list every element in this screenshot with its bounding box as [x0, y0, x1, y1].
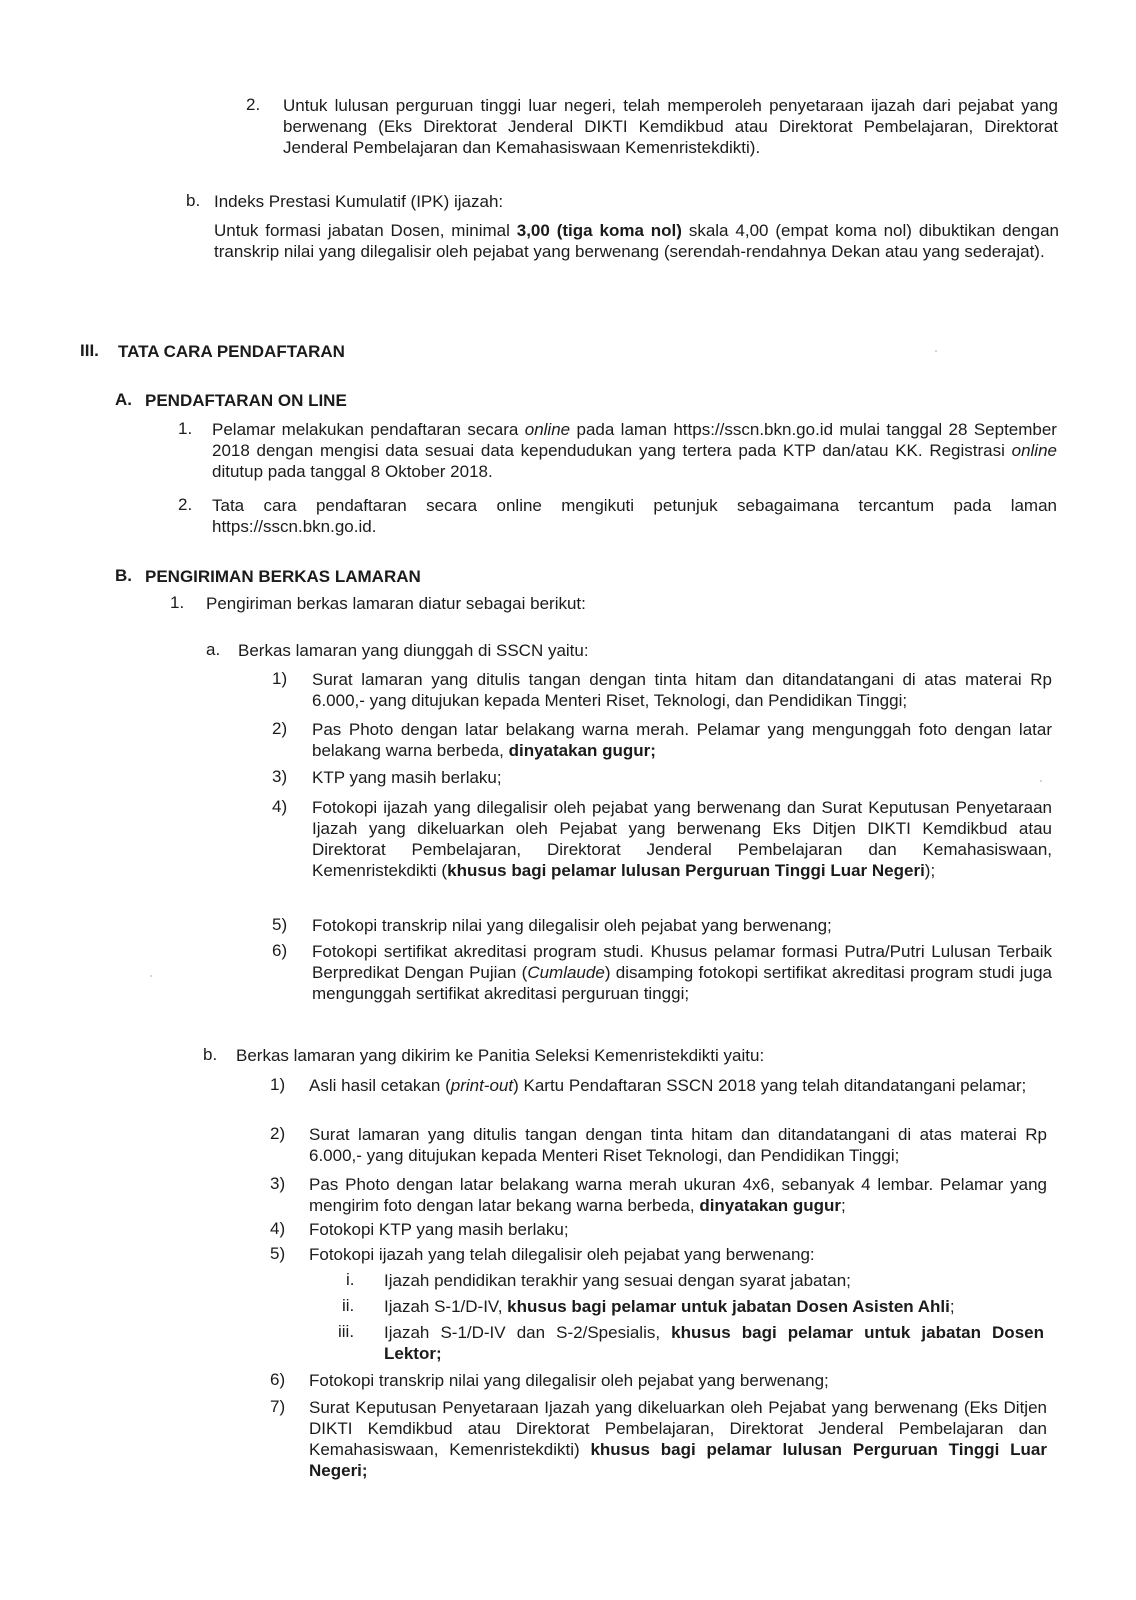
list-marker: 2.	[246, 95, 261, 114]
sub-b-item-5: Fotokopi ijazah yang telah dilegalisir oleh pejabat yang berwenang:	[309, 1245, 815, 1264]
list-marker: 1.	[178, 419, 193, 438]
text-segment: Asli hasil cetakan (	[309, 1076, 451, 1095]
list-marker: iii.	[338, 1322, 355, 1341]
text-segment: ditutup pada tanggal 8 Oktober 2018.	[212, 462, 493, 481]
text-segment: Fotokopi sertifikat akreditasi program studi. Khusus pelamar formasi Putra/Putri Lulusan Terbaik Berpredikat Dengan Pujian (	[312, 942, 1052, 982]
sub-b-title: Berkas lamaran yang dikirim ke Panitia Seleksi Kemenristekdikti yaitu:	[236, 1046, 765, 1065]
ipk-title: Indeks Prestasi Kumulatif (IPK) ijazah:	[214, 192, 504, 211]
list-marker: 6)	[272, 941, 288, 960]
text-bold: khusus bagi pelamar lulusan Perguruan Tinggi Luar Negeri;	[309, 1440, 1048, 1480]
text-bold: khusus bagi pelamar untuk jabatan Dosen Lektor;	[384, 1323, 1044, 1363]
top-item-2-text: Untuk lulusan perguruan tinggi luar negeri, telah memperoleh penyetaraan ijazah dari pejabat yang berwenang (Eks Direktorat Jenderal DIKTI Kemdikbud atau Direktorat Pembelajaran, Direktorat Jenderal Pembelajaran dan Kemahasiswaan Kemenristekdikti).	[283, 96, 1058, 157]
text-segment: );	[924, 861, 936, 880]
list-marker: b.	[203, 1045, 218, 1064]
text-segment: Pelamar melakukan pendaftaran secara	[212, 420, 525, 439]
list-marker: 5)	[272, 915, 288, 934]
section-title: TATA CARA PENDAFTARAN	[118, 342, 345, 361]
text-segment: Pas Photo dengan latar belakang warna merah. Pelamar yang mengunggah foto dengan latar belakang warna berbeda,	[312, 720, 1052, 760]
ipk-text-pre: Untuk formasi jabatan Dosen, minimal	[214, 221, 517, 240]
list-marker: 2)	[272, 719, 288, 738]
text-segment: ) Kartu Pendaftaran SSCN 2018 yang telah ditandatangani pelamar;	[513, 1076, 1027, 1095]
list-marker: 2)	[270, 1124, 286, 1143]
part-a-item-1	[212, 419, 1057, 482]
text-segment: Fotokopi ijazah yang dilegalisir oleh pejabat yang berwenang dan Surat Keputusan Penyetaraan Ijazah yang dikeluarkan oleh Pejabat yang berwenang Eks Ditjen DIKTI Kemdikbud atau Direktorat Pembelajaran, Direktorat Jenderal Pembelajaran dan Kemahasiswaan, Kemenristekdikti (	[312, 798, 1052, 880]
list-marker: a.	[206, 640, 221, 659]
sub-b-item-3	[309, 1174, 1047, 1216]
list-marker: 1.	[170, 593, 185, 612]
scan-speck	[935, 350, 937, 352]
part-a-item-2: Tata cara pendaftaran secara online mengikuti petunjuk sebagaimana tercantum pada laman https://sscn.bkn.go.id.	[212, 496, 1057, 536]
text-italic: online	[524, 420, 571, 439]
text-italic: Cumlaude	[527, 963, 605, 982]
text-bold: dinyatakan gugur;	[508, 741, 656, 760]
sub-a-title: Berkas lamaran yang diunggah di SSCN yaitu:	[238, 641, 589, 660]
ipk-text	[214, 220, 1059, 262]
text-italic: online	[1011, 441, 1057, 460]
text-segment: Ijazah S-1/D-IV dan S-2/Spesialis,	[384, 1323, 672, 1342]
sub-b-item-4: Fotokopi KTP yang masih berlaku;	[309, 1220, 569, 1239]
text-segment: Pas Photo dengan latar belakang warna merah ukuran 4x6, sebanyak 4 lembar. Pelamar yang mengirim foto dengan latar bekang warna berbeda,	[309, 1175, 1047, 1215]
ipk-text-bold: 3,00 (tiga koma nol)	[516, 221, 682, 240]
sub-a-item-5: Fotokopi transkrip nilai yang dilegalisir oleh pejabat yang berwenang;	[312, 916, 832, 935]
text-segment: Surat Keputusan Penyetaraan Ijazah yang dikeluarkan oleh Pejabat yang berwenang (Eks Ditjen DIKTI Kemdikbud atau Direktorat Pembelajaran, Direktorat Jenderal Pembelajaran dan Kemahasiswaan, Kemenristekdikti)	[309, 1398, 1047, 1459]
text-bold: khusus bagi pelamar untuk jabatan Dosen Asisten Ahli	[507, 1297, 950, 1316]
sub-a-item-3: KTP yang masih berlaku;	[312, 768, 502, 787]
text-segment: Ijazah S-1/D-IV,	[384, 1297, 508, 1316]
text-segment: ;	[841, 1196, 846, 1215]
list-marker: 4)	[272, 797, 288, 816]
sub-a-item-6	[312, 941, 1052, 1004]
sub-b-item-5-i: Ijazah pendidikan terakhir yang sesuai dengan syarat jabatan;	[384, 1271, 851, 1290]
text-italic: print-out	[450, 1076, 514, 1095]
text-segment: ;	[949, 1297, 955, 1316]
sub-b-item-1	[309, 1075, 1047, 1096]
sub-a-item-2	[312, 719, 1052, 761]
scan-speck	[1040, 780, 1042, 782]
section-marker: III.	[80, 341, 99, 360]
scan-speck	[150, 975, 152, 977]
list-marker: 1)	[272, 669, 288, 688]
list-marker: 4)	[270, 1219, 286, 1238]
part-b-title: PENGIRIMAN BERKAS LAMARAN	[145, 567, 421, 586]
text-segment: pada laman https://sscn.bkn.go.id mulai tanggal 28 September 2018 dengan mengisi data sesuai data kependudukan yang tertera pada KTP dan/atau KK. Registrasi	[212, 420, 1057, 460]
sub-a-item-4	[312, 797, 1052, 881]
part-b-marker: B.	[115, 566, 132, 585]
list-marker: 2.	[178, 495, 193, 514]
list-marker: 7)	[270, 1397, 286, 1416]
list-marker: ii.	[342, 1296, 355, 1315]
list-marker: 5)	[270, 1244, 286, 1263]
list-marker: 3)	[272, 767, 288, 786]
list-marker: 6)	[270, 1370, 286, 1389]
list-marker: 3)	[270, 1174, 286, 1193]
list-marker: i.	[346, 1270, 355, 1289]
sub-a-item-1: Surat lamaran yang ditulis tangan dengan tinta hitam dan ditandatangani di atas materai Rp 6.000,- yang ditujukan kepada Menteri Riset, Teknologi, dan Pendidikan Tinggi;	[312, 670, 1052, 710]
text-bold: dinyatakan gugur	[699, 1196, 841, 1215]
sub-b-item-5-ii	[384, 1296, 1044, 1317]
sub-b-item-6: Fotokopi transkrip nilai yang dilegalisir oleh pejabat yang berwenang;	[309, 1371, 829, 1390]
part-a-marker: A.	[115, 390, 132, 409]
sub-b-item-5-iii	[384, 1322, 1044, 1364]
list-marker: b.	[186, 191, 201, 210]
ipk-text-post: skala 4,00 (empat koma nol) dibuktikan dengan transkrip nilai yang dilegalisir oleh pejabat yang berwenang (serendah-rendahnya Dekan atau yang sederajat).	[214, 221, 1059, 261]
part-b-item-1: Pengiriman berkas lamaran diatur sebagai berikut:	[206, 594, 586, 613]
list-marker: 1)	[270, 1075, 286, 1094]
sub-b-item-2: Surat lamaran yang ditulis tangan dengan tinta hitam dan ditandatangani di atas materai Rp 6.000,- yang ditujukan kepada Menteri Riset Teknologi, dan Pendidikan Tinggi;	[309, 1125, 1047, 1165]
sub-b-item-7	[309, 1397, 1047, 1481]
text-bold: khusus bagi pelamar lulusan Perguruan Tinggi Luar Negeri	[447, 861, 925, 880]
text-segment: ) disamping fotokopi sertifikat akreditasi program studi juga mengunggah sertifikat akreditasi perguruan tinggi;	[312, 963, 1053, 1003]
part-a-title: PENDAFTARAN ON LINE	[145, 391, 347, 410]
